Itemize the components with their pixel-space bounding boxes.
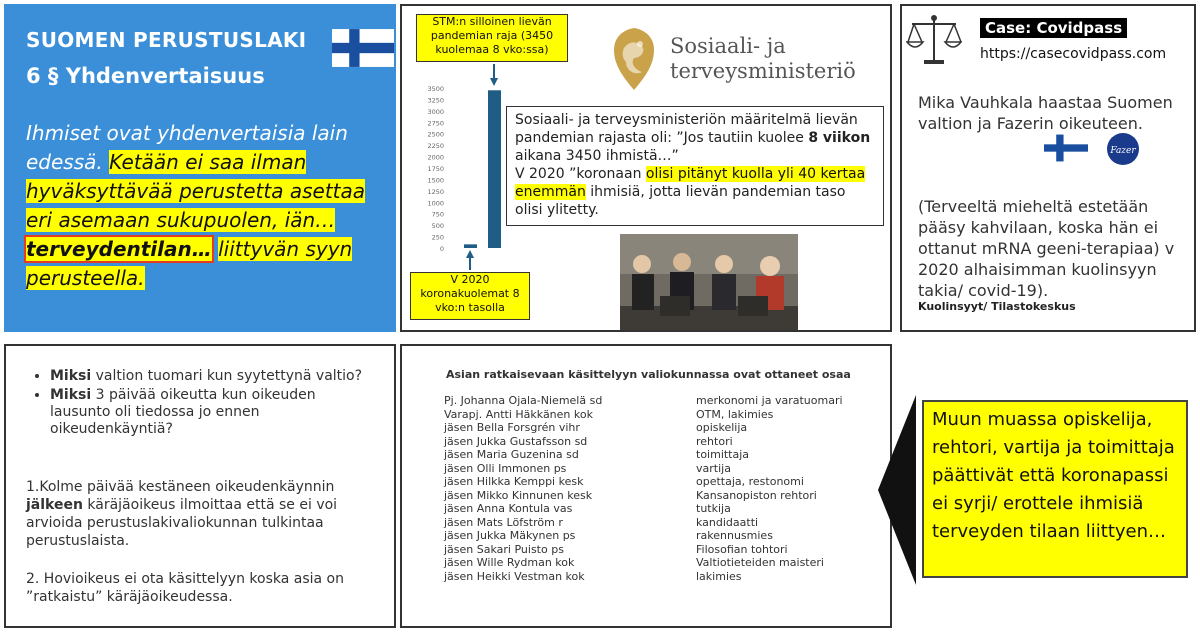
y-tick-label: 3000 [427, 107, 444, 116]
committee-panel [400, 344, 892, 628]
member-profession: opettaja, restonomi [696, 475, 804, 488]
scales-of-justice-icon [906, 12, 962, 66]
member-profession: rakennusmies [696, 529, 773, 542]
question-1-bold: Miksi [50, 368, 92, 384]
bar-covid-deaths [464, 244, 477, 248]
quote-highlight: olisi pitänyt kuolla yli 40 kertaa enemmän [515, 166, 866, 200]
member-profession: Valtiotieteiden maisteri [696, 556, 824, 569]
member-profession: toimittaja [696, 448, 750, 461]
pointing-arrow-icon [876, 395, 918, 585]
point-1-rest: käräjäoikeus ilmoittaa että se ei voi arvioida perustuslakivaliokunnan tulkintaa perustuslaista. [26, 497, 338, 549]
constitution-text [26, 119, 386, 293]
member-name: jäsen Heikki Vestman kok [444, 569, 585, 583]
member-name: jäsen Maria Guzenina sd [444, 448, 579, 461]
question-list [20, 368, 370, 440]
member-name: jäsen Anna Kontula vas [444, 502, 573, 515]
press-conference-photo [620, 234, 798, 330]
ministry-logo-text [670, 34, 856, 84]
member-name: jäsen Hilkka Kemppi kesk [444, 475, 584, 488]
y-tick-label: 1000 [427, 199, 444, 208]
y-tick-label: 2500 [427, 130, 444, 139]
y-tick-label: 3500 [427, 85, 444, 93]
member-name: jäsen Olli Immonen ps [444, 461, 567, 475]
member-name: jäsen Wille Rydman kok [444, 556, 575, 569]
bottom-callout-arrowhead [466, 250, 474, 258]
text-highlight-2: liittyvän syyn perusteella. [26, 237, 353, 290]
member-name: jäsen Jukka Gustafsson sd [444, 434, 588, 448]
text-plain: Ihmiset ovat yhdenvertaisia lain edessä. [26, 121, 348, 174]
fazer-logo-text: Fazer [1110, 146, 1136, 156]
pandemic-limit-callout: STM:n silloinen lievän pandemian raja (3450 kuolemaa 8 vko:ssa) [416, 14, 568, 62]
member-name: jäsen Mats Löfström r [444, 515, 563, 529]
conclusion-text: Muun muassa opiskelija, rehtori, vartija ja toimittaja päättivät että koronapassi ei syrji/ erottele ihmisiä terveyden tilaan liittyen… [932, 409, 1175, 542]
member-profession: kandidaatti [696, 515, 759, 529]
constitution-panel [4, 4, 396, 332]
section-title: 6 § Yhdenvertaisuus [26, 64, 265, 88]
quote-text-4: ihmisiä, jotta lievän pandemian taso olisi ylitetty. [515, 184, 846, 218]
finland-flag-small-icon [1044, 134, 1088, 162]
member-name: jäsen Mikko Kinnunen kesk [444, 488, 593, 502]
point-1 [26, 478, 376, 550]
y-tick-label: 1500 [427, 176, 444, 185]
y-tick-label: 1750 [427, 165, 444, 173]
y-tick-label: 500 [431, 222, 444, 231]
question-2 [50, 387, 370, 438]
member-name: Pj. Johanna Ojala-Niemelä sd [444, 394, 603, 407]
members-column [444, 394, 602, 583]
bar-pandemic-limit [488, 90, 501, 248]
covidpass-case-panel [900, 4, 1196, 332]
y-tick-label: 2000 [427, 153, 444, 162]
question-1 [50, 368, 370, 385]
member-profession: vartija [696, 461, 731, 475]
committee-heading: Asian ratkaisevaan käsittelyyn valiokunnassa ovat ottaneet osaa [446, 368, 851, 381]
y-tick-label: 3250 [427, 96, 444, 105]
member-name: jäsen Bella Forsgrén vihr [444, 421, 580, 434]
point-2: 2. Hovioikeus ei ota käsittelyyn koska asia on ”ratkaistu” käräjäoikeudessa. [26, 571, 344, 605]
ministry-name-line2: terveysministeriö [670, 59, 856, 83]
y-tick-label: 750 [431, 210, 444, 219]
text-boxed: terveydentilan… [26, 237, 212, 261]
text-highlight-1: Ketään ei saa ilman hyväksyttävää perustetta asettaa eri asemaan sukupuolen, iän… [26, 150, 366, 232]
quote-text-2: aikana 3450 ihmistä…” [515, 148, 679, 164]
fazer-logo-icon [1106, 132, 1140, 166]
member-profession: opiskelija [696, 421, 748, 434]
quote-bold: 8 viikon [808, 130, 871, 146]
y-tick-label: 0 [439, 245, 444, 253]
question-2-text: 3 päivää oikeutta kun oikeuden lausunto oli tiedossa jo ennen oikeudenkäyntiä? [50, 387, 316, 437]
ministry-panel [400, 4, 892, 332]
member-profession: rehtori [696, 434, 733, 448]
ministry-quote-box [506, 106, 884, 226]
member-profession: merkonomi ja varatuomari [696, 394, 843, 407]
member-profession: lakimies [696, 569, 742, 583]
point-1-bold: jälkeen [26, 497, 83, 513]
court-questions-panel [4, 344, 396, 628]
lion-crest-icon [604, 24, 664, 96]
member-profession: tutkija [696, 502, 731, 515]
y-tick-label: 250 [431, 233, 444, 242]
y-tick-label: 2250 [427, 142, 444, 151]
member-name: jäsen Sakari Puisto ps [444, 542, 564, 556]
data-source: Kuolinsyyt/ Tilastokeskus [918, 300, 1076, 313]
professions-column [696, 394, 843, 583]
case-title: Case: Covidpass [980, 18, 1127, 38]
member-profession: Filosofian tohtori [696, 542, 788, 556]
member-profession: Kansanopiston rehtori [696, 488, 817, 502]
member-name: Varapj. Antti Häkkänen kok [444, 407, 593, 421]
quote-text-1: Sosiaali- ja terveysministeriön määritelmä lievän pandemian rajasta oli: ”Jos tautiin kuolee [515, 112, 858, 146]
question-1-text: valtion tuomari kun syytettynä valtio? [95, 368, 363, 384]
point-1-start: 1.Kolme päivää kestäneen oikeudenkäynnin [26, 479, 335, 495]
member-name: jäsen Jukka Mäkynen ps [444, 529, 576, 542]
y-tick-label: 2750 [427, 119, 444, 128]
ministry-name-line1: Sosiaali- ja [670, 34, 786, 58]
case-url-link[interactable]: https://casecovidpass.com [980, 46, 1167, 62]
case-note: (Terveeltä mieheltä estetään pääsy kahvilaan, koska hän ei ottanut mRNA geeni-terapiaa) v 2020 alhaisimman kuolinsyyn takia/ covid-19). [918, 197, 1175, 300]
constitution-title: SUOMEN PERUSTUSLAKI [26, 28, 307, 52]
covid-deaths-callout: V 2020 koronakuolemat 8 vko:n tasolla [410, 272, 530, 320]
question-2-bold: Miksi [50, 387, 92, 403]
top-callout-arrowhead [490, 78, 498, 86]
lawsuit-text: Mika Vauhkala haastaa Suomen valtion ja Fazerin oikeuteen. [918, 93, 1173, 133]
quote-text-3: V 2020 ”koronaan [515, 166, 642, 182]
member-profession: OTM, lakimies [696, 407, 774, 421]
y-tick-label: 1250 [427, 187, 444, 196]
finland-flag-icon [332, 28, 394, 68]
conclusion-callout [922, 400, 1188, 578]
